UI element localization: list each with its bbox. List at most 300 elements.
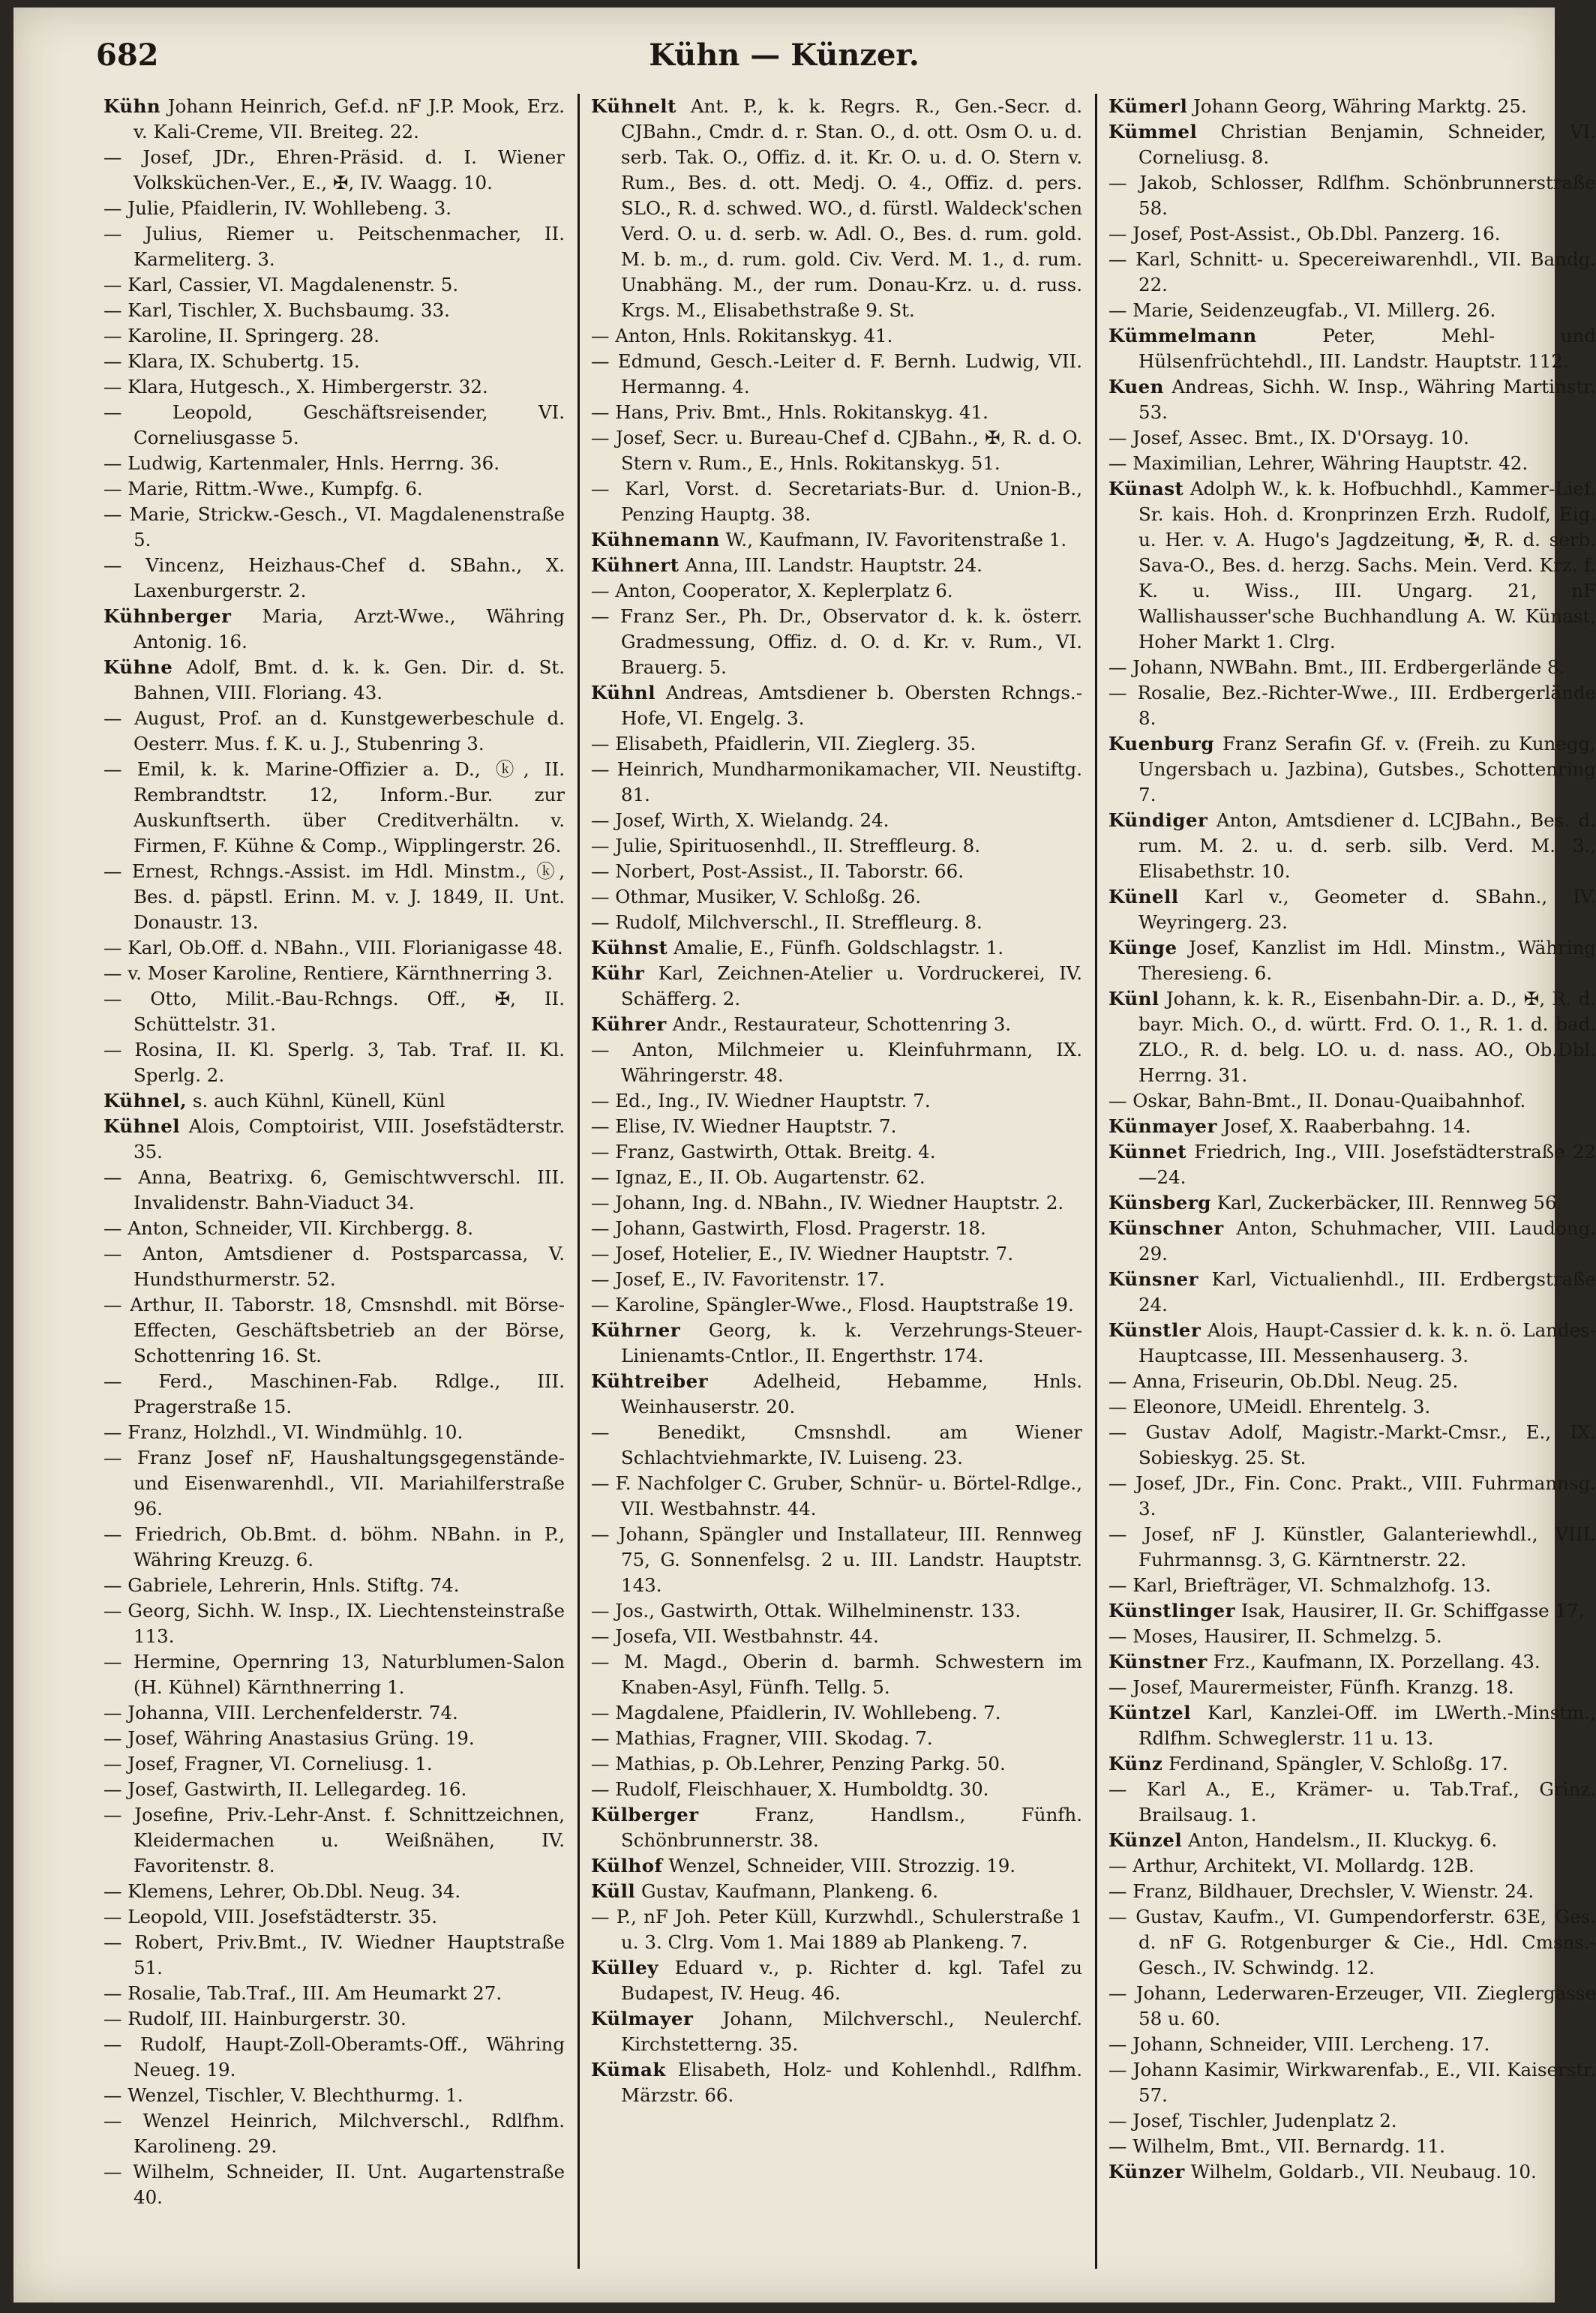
entry-text: Anton, Amtsdiener d. LCJBahn., Bes. d. rum. M. 2. u. d. serb. silb. Verd. M. 3., Elisabethstr. 10. [1138,809,1596,882]
directory-entry [591,1726,1082,1751]
entry-text: — Josef, Assec. Bmt., IX. D'Orsayg. 10. [1108,427,1469,448]
entry-text: Johann, k. k. R., Eisenbahn-Dir. a. D., ✠, R. d. bayr. Mich. O., d. württ. Frd. O. 1., R. 1. d. bad. ZLO., R. d. belg. LO. u. d. nass. AO., Ob.Dbl. Herrng. 31. [1138,988,1596,1086]
entry-text: Franz, Handlsm., Fünfh. Schönbrunnerstr. 38. [621,1804,1082,1851]
directory-entry [591,2006,1082,2057]
entry-text: — Josef, Hotelier, E., IV. Wiedner Hauptstr. 7. [591,1243,1014,1264]
entry-text: — Rosina, II. Kl. Sperlg. 3, Tab. Traf. II. Kl. Sperlg. 2. [104,1039,565,1086]
directory-entry [591,94,1082,323]
directory-entry [104,859,565,935]
directory-entry [591,1751,1082,1777]
directory-entry [104,1088,565,1114]
entry-text: — Rosalie, Tab.Traf., III. Am Heumarkt 27. [104,1982,502,2004]
directory-entry [591,808,1082,833]
entry-text: Frz., Kaufmann, IX. Porzellang. 43. [1213,1651,1540,1672]
directory-entry [591,680,1082,731]
directory-entry [104,374,565,400]
entry-text: — Anton, Cooperator, X. Keplerplatz 6. [591,580,953,602]
entry-text: Josef, X. Raaberbahng. 14. [1222,1115,1472,1137]
directory-entry [591,604,1082,680]
entry-text: — Julie, Spirituosenhdl., II. Streffleurg. 8. [591,835,981,856]
directory-entry [104,961,565,986]
entry-text: — Karl A., E., Krämer- u. Tab.Traf., Grinz. Brailsaug. 1. [1108,1778,1596,1826]
directory-entry [104,221,565,272]
directory-entry [104,1930,565,1981]
entry-text: — Mathias, p. Ob.Lehrer, Penzing Parkg. 50. [591,1753,1006,1774]
directory-entry [104,1165,565,1216]
entry-surname: Kümmelmann [1108,325,1257,346]
entry-text: Alois, Comptoirist, VIII. Josefstädterstr. 35. [134,1115,565,1162]
directory-entry [104,323,565,349]
entry-surname: Kühnl [591,682,656,704]
directory-entry [104,349,565,374]
directory-entry [104,553,565,604]
directory-entry [591,1802,1082,1853]
entry-text: — Anna, Friseurin, Ob.Dbl. Neug. 25. [1108,1370,1459,1392]
directory-page [14,8,1596,2302]
entry-text: — Ed., Ing., IV. Wiedner Hauptstr. 7. [591,1090,931,1112]
directory-entry [1108,1853,1596,1879]
entry-surname: Künast [1108,478,1184,500]
directory-entry [104,1445,565,1522]
entry-surname: Kühnel, [104,1090,188,1112]
entry-text: Johann, Milchverschl., Neulerchf. Kirchstetterng. 35. [621,2008,1083,2055]
directory-entry [591,1853,1082,1879]
entry-text: — Anton, Amtsdiener d. Postsparcassa, V. Hundsthurmerstr. 52. [104,1243,565,1290]
entry-text: Karl, Zeichnen-Atelier u. Vordruckerei, IV. Schäfferg. 2. [621,962,1082,1010]
column-1 [104,94,565,2269]
entry-text: Karl v., Geometer d. SBahn., IV. Weyringerg. 23. [1138,886,1596,933]
entry-surname: Künl [1108,988,1160,1010]
directory-entry [104,2159,565,2210]
directory-entry [591,833,1082,859]
directory-entry [1108,1904,1596,1981]
directory-entry [591,1904,1082,1955]
entry-text: — Klara, IX. Schubertg. 15. [104,350,360,372]
directory-entry [104,1777,565,1802]
entry-surname: Kühtreiber [591,1370,709,1392]
directory-entry [104,1981,565,2006]
entry-text: — Arthur, Architekt, VI. Mollardg. 12B. [1108,1855,1474,1876]
entry-text: — Marie, Rittm.-Wwe., Kumpfg. 6. [104,478,423,500]
directory-entry [1108,1879,1596,1904]
entry-surname: Künell [1108,886,1179,908]
running-title: Kühn — Künzer. [649,38,920,73]
entry-text: — Moses, Hausirer, II. Schmelzg. 5. [1108,1625,1442,1647]
entry-text: Friedrich, Ing., VIII. Josefstädterstraße 22—24. [1138,1141,1596,1188]
entry-text: Andr., Restaurateur, Schottenring 3. [672,1013,1012,1035]
directory-entry [1108,119,1596,170]
entry-text: — Josef, JDr., Ehren-Präsid. d. I. Wiener Volksküchen-Ver., E., ✠, IV. Waagg. 10. [104,146,565,194]
entry-text: — Gustav, Kaufm., VI. Gumpendorferstr. 63E, Ges. d. nF G. Rotgenburger & Cie., Hdl. Cmsns.-Gesch., IV. Schwindg. 12. [1108,1906,1596,1978]
directory-entry [1108,1624,1596,1649]
entry-text: — Wilhelm, Bmt., VII. Bernardg. 11. [1108,2135,1445,2157]
directory-entry [104,1522,565,1573]
directory-entry [591,1088,1082,1114]
entry-surname: Künzel [1108,1829,1183,1851]
entry-text: — Karl, Cassier, VI. Magdalenenstr. 5. [104,274,459,296]
entry-text: — Rudolf, Fleischhauer, X. Humboldtg. 30. [591,1778,989,1800]
entry-text: Isak, Hausirer, II. Gr. Schiffgasse 17. [1240,1600,1585,1622]
directory-entry [1108,1190,1596,1216]
entry-text: — Josef, Gastwirth, II. Lellegardeg. 16. [104,1778,467,1800]
directory-entry [1108,1394,1596,1420]
directory-entry [591,757,1082,808]
directory-entry [1108,170,1596,221]
entry-text: — Emil, k. k. Marine-Offizier a. D., ⓚ, II. Rembrandtstr. 12, Inform.-Bur. zur Auskunftserth. über Creditverhältn. v. Firmen, F. Kühne & Comp., Wipplingerstr. 26. [104,758,565,856]
directory-entry [104,272,565,298]
page-number: 682 [96,38,159,73]
entry-text: Gustav, Kaufmann, Plankeng. 6. [640,1880,939,1902]
entry-text: — Rudolf, Milchverschl., II. Streffleurg. 8. [591,911,982,933]
entry-surname: Küntzel [1108,1702,1192,1724]
directory-entry [591,553,1082,578]
directory-entry [104,1420,565,1445]
directory-entry [1108,1573,1596,1598]
directory-entry [591,1471,1082,1522]
directory-entry [104,1802,565,1879]
directory-entry [1108,1522,1596,1573]
entry-text: Karl, Zuckerbäcker, III. Rennweg 56. [1216,1192,1563,1214]
entry-text: Wilhelm, Goldarb., VII. Neubaug. 10. [1190,2161,1537,2182]
entry-text: Karl, Kanzlei-Off. im LWerth.-Minstm., Rdlfhm. Schweglerstr. 11 u. 13. [1138,1702,1596,1749]
directory-entry [1108,1700,1596,1751]
directory-entry [591,859,1082,884]
directory-entry [591,1522,1082,1598]
entry-text: — Jos., Gastwirth, Ottak. Wilhelminenstr. 133. [591,1600,1022,1622]
directory-entry [104,451,565,476]
directory-entry [104,2083,565,2108]
entry-surname: Künstlinger [1108,1600,1236,1622]
entry-text: — Anton, Schneider, VII. Kirchbergg. 8. [104,1217,474,1239]
entry-text: — Karoline, Spängler-Wwe., Flosd. Hauptstraße 19. [591,1294,1074,1316]
directory-entry [591,2057,1082,2108]
entry-text: — Josef, Währing Anastasius Grüng. 19. [104,1727,475,1749]
entry-text: Anton, Schuhmacher, VIII. Laudong. 29. [1138,1217,1596,1264]
directory-entry [591,1139,1082,1165]
entry-text: Adolph W., k. k. Hofbuchhdl., Kammer-Lief. Sr. kais. Hoh. d. Kronprinzen Erzh. Rudolf, Eig. u. Her. v. A. Hugo's Jagdzeitung, ✠, R. d. serb. Sava-O., Bes. d. herzg. Sachs. Mein. Verd. Krz. f. K. u. Wiss., III. Ungarg. 21, nF Wallishausser'sche Buchhandlung A. W. Künast, Hoher Markt 1. Clrg. [1138,478,1596,652]
entry-text: Johann Georg, Währing Marktg. 25. [1193,95,1527,117]
directory-entry [591,1777,1082,1802]
directory-entry [104,1598,565,1649]
entry-text: — Elisabeth, Pfaidlerin, VII. Zieglerg. 35. [591,733,976,754]
entry-surname: Kühnert [591,554,680,576]
entry-text: Wenzel, Schneider, VIII. Strozzig. 19. [668,1855,1016,1876]
entry-surname: Kümmel [1108,121,1198,142]
entry-text: Anna, III. Landstr. Hauptstr. 24. [685,554,982,576]
entry-surname: Künstner [1108,1651,1208,1672]
entry-text: — Julius, Riemer u. Peitschenmacher, II. Karmeliterg. 3. [104,223,565,270]
directory-entry [104,1573,565,1598]
directory-entry [1108,2134,1596,2159]
entry-text: — Hermine, Opernring 13, Naturblumen-Salon (H. Kühnel) Kärnthnerring 1. [104,1651,565,1698]
entry-surname: Külmayer [591,2008,694,2030]
directory-entry [1108,1114,1596,1139]
directory-entry [591,476,1082,527]
directory-entry [591,1318,1082,1369]
directory-entry [104,2108,565,2159]
directory-entry [591,1624,1082,1649]
entry-text: Alois, Haupt-Cassier d. k. k. n. ö. Landes-Hauptcasse, III. Messenhauserg. 3. [1138,1319,1596,1366]
entry-text: — Robert, Priv.Bmt., IV. Wiedner Hauptstraße 51. [104,1931,565,1978]
directory-entry [104,1292,565,1369]
entry-text: — Ludwig, Kartenmaler, Hnls. Herrng. 36. [104,452,500,474]
directory-entry [104,1037,565,1088]
entry-text: — Franz, Holzhdl., VI. Windmühlg. 10. [104,1421,464,1443]
directory-entry [591,910,1082,935]
entry-text: — Karl, Schnitt- u. Specereiwarenhdl., VII. Bandg. 22. [1108,248,1596,296]
entry-text: — Johann, Lederwaren-Erzeuger, VII. Zieglergasse 58 u. 60. [1108,1982,1596,2030]
entry-text: — Johann, Spängler und Installateur, III. Rennweg 75, G. Sonnenfelsg. 2 u. III. Landstr. Hauptstr. 143. [591,1523,1082,1596]
entry-text: — Friedrich, Ob.Bmt. d. böhm. NBahn. in P., Währing Kreuzg. 6. [104,1523,565,1570]
entry-text: — Elise, IV. Wiedner Hauptstr. 7. [591,1115,897,1137]
directory-entry [591,1879,1082,1904]
entry-text: Ant. P., k. k. Regrs. R., Gen.-Secr. d. CJBahn., Cmdr. d. r. Stan. O., d. ott. Osm O. u. d. serb. Tak. O., Offiz. d. it. Kr. O. u. d. O. Stern v. Rum., Bes. d. ott. Medj. O. 4., Offiz. d. pers. SLO., R. d. schwed. WO., d. fürstl. Waldeck'schen Verd. O. u. d. serb. w. Adl. O., Bes. d. rum. gold. M. b. m., d. rum. gold. Civ. Verd. M. 1., d. rum. Unabhäng. M., der rum. Donau-Krz. u. d. russ. Krgs. M., Elisabethstraße 9. St. [621,95,1082,321]
directory-entry [591,1190,1082,1216]
entry-text: Anton, Handelsm., II. Kluckyg. 6. [1188,1829,1498,1851]
directory-entry [104,935,565,961]
entry-text: Andreas, Sichh. W. Insp., Währing Martinstr. 53. [1138,376,1596,423]
entry-text: Peter, Mehl- und Hülsenfrüchtehdl., III. Landstr. Hauptstr. 112. [1138,325,1596,372]
directory-entry [591,349,1082,400]
directory-entry [591,1700,1082,1726]
directory-entry [104,502,565,553]
entry-text: — Franz, Gastwirth, Ottak. Breitg. 4. [591,1141,936,1162]
entry-text: — Arthur, II. Taborstr. 18, Cmsnshdl. mit Börse-Effecten, Geschäftsbetrieb an der Börse, Schottenring 16. St. [104,1294,565,1366]
directory-entry [1108,476,1596,655]
directory-entry [104,94,565,145]
entry-text: — Marie, Seidenzeugfab., VI. Millerg. 26. [1108,299,1496,321]
entry-surname: Kühnel [104,1115,181,1137]
entry-surname: Künz [1108,1753,1163,1774]
entry-text: — Karl, Ob.Off. d. NBahn., VIII. Florianigasse 48. [104,937,563,958]
directory-entry [1108,1216,1596,1267]
entry-text: — Leopold, VIII. Josefstädterstr. 35. [104,1906,438,1928]
directory-entry [104,1751,565,1777]
entry-text: — Mathias, Fragner, VIII. Skodag. 7. [591,1727,933,1749]
entry-text: — Georg, Sichh. W. Insp., IX. Liechtensteinstraße 113. [104,1600,565,1647]
entry-text: — Vincenz, Heizhaus-Chef d. SBahn., X. Laxenburgerstr. 2. [104,554,565,602]
directory-entry [104,757,565,859]
entry-text: — Johann, Gastwirth, Flosd. Pragerstr. 18. [591,1217,986,1239]
entry-text: — Wenzel, Tischler, V. Blechthurmg. 1. [104,2084,464,2106]
entry-text: — Johanna, VIII. Lerchenfelderstr. 74. [104,1702,458,1724]
directory-entry [1108,221,1596,247]
directory-entry [104,400,565,451]
entry-surname: Kümak [591,2059,666,2080]
directory-entry [104,2006,565,2032]
directory-entry [591,400,1082,425]
entry-text: — Johann, Schneider, VIII. Lercheng. 17. [1108,2033,1490,2055]
directory-entry [591,1216,1082,1241]
directory-entry [1108,1420,1596,1471]
directory-entry [591,1241,1082,1267]
entry-text: — Josef, Post-Assist., Ob.Dbl. Panzerg. 16. [1108,223,1501,244]
directory-entry [591,1267,1082,1292]
entry-text: — Josef, Wirth, X. Wielandg. 24. [591,809,890,831]
entry-text: — Franz, Bildhauer, Drechsler, V. Wienstr. 24. [1108,1880,1534,1902]
directory-entry [591,578,1082,604]
directory-entry [1108,374,1596,425]
entry-surname: Kühn [104,95,161,117]
directory-entry [1108,94,1596,119]
directory-entry [1108,1369,1596,1394]
directory-entry [1108,2108,1596,2134]
entry-text: Josef, Kanzlist im Hdl. Minstm., Währing Theresieng. 6. [1138,937,1596,984]
directory-entry [1108,884,1596,935]
entry-text: — Oskar, Bahn-Bmt., II. Donau-Quaibahnhof. [1108,1090,1526,1112]
entry-text: — Ignaz, E., II. Ob. Augartenstr. 62. [591,1166,926,1188]
entry-text: Maria, Arzt-Wwe., Währing Antonig. 16. [134,605,565,652]
directory-entry [591,935,1082,961]
directory-entry [104,2032,565,2083]
directory-entry [1108,1318,1596,1369]
directory-entry [591,425,1082,476]
directory-entry [104,655,565,706]
page-header [14,38,1555,90]
entry-text: Elisabeth, Holz- und Kohlenhdl., Rdlfhm. Märzstr. 66. [621,2059,1082,2106]
entry-text: — Hans, Priv. Bmt., Hnls. Rokitanskyg. 41. [591,401,988,423]
entry-text: — Johann, Ing. d. NBahn., IV. Wiedner Hauptstr. 2. [591,1192,1064,1214]
entry-text: — Josefa, VII. Westbahnstr. 44. [591,1625,879,1647]
entry-surname: Kühr [591,962,645,984]
directory-entry [1108,680,1596,731]
directory-entry [1108,451,1596,476]
entry-text: — M. Magd., Oberin d. barmh. Schwestern im Knaben-Asyl, Fünfh. Tellg. 5. [591,1651,1082,1698]
directory-entry [1108,1139,1596,1190]
column-2 [591,94,1082,2269]
column-divider [1095,94,1097,2269]
directory-entry [104,986,565,1037]
directory-entry [1108,655,1596,680]
entry-text: — Josef, Secr. u. Bureau-Chef d. CJBahn., ✠, R. d. O. Stern v. Rum., E., Hnls. Rokitanskyg. 51. [591,427,1082,474]
entry-surname: Kührer [591,1013,667,1035]
entry-text: — Josef, Tischler, Judenplatz 2. [1108,2110,1397,2132]
entry-text: — Otto, Milit.-Bau-Rchngs. Off., ✠, II. Schüttelstr. 31. [104,988,565,1035]
directory-entry [591,527,1082,553]
entry-text: W., Kaufmann, IV. Favoritenstraße 1. [725,529,1067,550]
entry-text: — Franz Josef nF, Haushaltungsgegenstände- und Eisenwarenhdl., VII. Mariahilferstraße 96. [104,1447,565,1520]
column-3 [1108,94,1596,2269]
entry-text: — Josefine, Priv.-Lehr-Anst. f. Schnittzeichnen, Kleidermachen u. Weißnähen, IV. Favoritenstr. 8. [104,1804,565,1876]
directory-entry [104,1879,565,1904]
directory-entry [591,1292,1082,1318]
directory-entry [1108,323,1596,374]
directory-entry [104,1726,565,1751]
entry-text: — Heinrich, Mundharmonikamacher, VII. Neustiftg. 81. [591,758,1082,806]
directory-entry [104,706,565,757]
directory-entry [591,1114,1082,1139]
entry-text: — Julie, Pfaidlerin, IV. Wohllebeng. 3. [104,197,452,219]
directory-entry [1108,1828,1596,1853]
directory-entry [1108,1471,1596,1522]
directory-entry [1108,935,1596,986]
directory-entry [591,1012,1082,1037]
entry-surname: Kühnberger [104,605,232,627]
entry-text: — Gustav Adolf, Magistr.-Markt-Cmsr., E., IX. Sobieskyg. 25. St. [1108,1421,1596,1468]
entry-text: — v. Moser Karoline, Rentiere, Kärnthnerring 3. [104,962,553,984]
directory-entry [591,1369,1082,1420]
entry-text: — Anton, Hnls. Rokitanskyg. 41. [591,325,893,346]
entry-text: — Jakob, Schlosser, Rdlfhm. Schönbrunnerstraße 58. [1108,172,1596,219]
directory-entry [1108,1751,1596,1777]
entry-surname: Külberger [591,1804,699,1826]
columns [104,94,1596,2284]
directory-entry [1108,1598,1596,1624]
entry-surname: Kühne [104,656,173,678]
entry-text: — Josef, nF J. Künstler, Galanteriewhdl., VIII. Fuhrmannsg. 3, G. Kärntnerstr. 22. [1108,1523,1596,1570]
entry-surname: Künsner [1108,1268,1198,1290]
entry-text: — Karl, Briefträger, VI. Schmalzhofg. 13. [1108,1574,1492,1596]
entry-surname: Künmayer [1108,1115,1217,1137]
directory-entry [104,145,565,196]
directory-entry [104,298,565,323]
directory-entry [591,1955,1082,2006]
entry-text: — Eleonore, UMeidl. Ehrentelg. 3. [1108,1396,1431,1418]
entry-text: Eduard v., p. Richter d. kgl. Tafel zu Budapest, IV. Heug. 46. [621,1957,1082,2004]
entry-text: — Rudolf, Haupt-Zoll-Oberamts-Off., Währing Neueg. 19. [104,2033,565,2080]
entry-surname: Külhof [591,1855,663,1876]
directory-entry [1108,2159,1596,2185]
entry-text: Andreas, Amtsdiener b. Obersten Rchngs.-Hofe, VI. Engelg. 3. [621,682,1082,729]
entry-text: — Benedikt, Cmsnshdl. am Wiener Schlachtviehmarkte, IV. Luiseng. 23. [591,1421,1082,1468]
entry-text: Ferdinand, Spängler, V. Schloßg. 17. [1168,1753,1508,1774]
entry-surname: Künzer [1108,2161,1185,2182]
entry-text: — Ferd., Maschinen-Fab. Rdlge., III. Pragerstraße 15. [104,1370,565,1418]
column-divider [578,94,580,2269]
directory-entry [591,323,1082,349]
directory-entry [591,1165,1082,1190]
entry-text: — Rosalie, Bez.-Richter-Wwe., III. Erdbergerlände 8. [1108,682,1596,729]
directory-entry [1108,1777,1596,1828]
entry-surname: Kuenburg [1108,733,1214,754]
entry-text: — Anton, Milchmeier u. Kleinfuhrmann, IX. Währingerstr. 48. [591,1039,1082,1086]
directory-entry [104,1241,565,1292]
directory-entry [591,731,1082,757]
entry-text: — Johann Kasimir, Wirkwarenfab., E., VII. Kaiserstr. 57. [1108,2059,1596,2106]
entry-text: — Othmar, Musiker, V. Schloßg. 26. [591,886,922,908]
entry-text: Adelheid, Hebamme, Hnls. Weinhauserstr. 20. [621,1370,1082,1418]
directory-entry [1108,1088,1596,1114]
directory-entry [591,1420,1082,1471]
entry-surname: Külley [591,1957,659,1978]
directory-entry [1108,1981,1596,2032]
entry-surname: Künsberg [1108,1192,1211,1214]
directory-entry [104,1369,565,1420]
entry-text: Amalie, E., Fünfh. Goldschlagstr. 1. [674,937,1004,958]
entry-text: — Klemens, Lehrer, Ob.Dbl. Neug. 34. [104,1880,461,1902]
entry-text: — F. Nachfolger C. Gruber, Schnür- u. Börtel-Rdlge., VII. Westbahnstr. 44. [591,1472,1082,1520]
entry-text: — P., nF Joh. Peter Küll, Kurzwhdl., Schulerstraße 1 u. 3. Clrg. Vom 1. Mai 1889 ab Plankeng. 7. [591,1906,1082,1953]
directory-entry [104,1649,565,1700]
directory-entry [104,1700,565,1726]
entry-text: — Anna, Beatrixg. 6, Gemischtwverschl. III. Invalidenstr. Bahn-Viaduct 34. [104,1166,565,1214]
directory-entry [104,604,565,655]
entry-surname: Kümerl [1108,95,1188,117]
entry-text: — Karl, Vorst. d. Secretariats-Bur. d. Union-B., Penzing Hauptg. 38. [591,478,1082,525]
directory-entry [1108,1649,1596,1675]
entry-surname: Künschner [1108,1217,1224,1239]
directory-entry [1108,986,1596,1088]
entry-text: — Josef, Maurermeister, Fünfh. Kranzg. 18. [1108,1676,1514,1698]
entry-surname: Kühnelt [591,95,676,117]
entry-text: — Leopold, Geschäftsreisender, VI. Corneliusgasse 5. [104,401,565,448]
directory-entry [1108,425,1596,451]
entry-text: s. auch Kühnl, Künell, Künl [192,1090,446,1112]
entry-text: — Edmund, Gesch.-Leiter d. F. Bernh. Ludwig, VII. Hermanng. 4. [591,350,1082,398]
directory-entry [104,196,565,221]
entry-text: — Johann, NWBahn. Bmt., III. Erdbergerlände 8. [1108,656,1565,678]
entry-text: Karl, Victualienhdl., III. Erdbergstraße 24. [1138,1268,1596,1316]
